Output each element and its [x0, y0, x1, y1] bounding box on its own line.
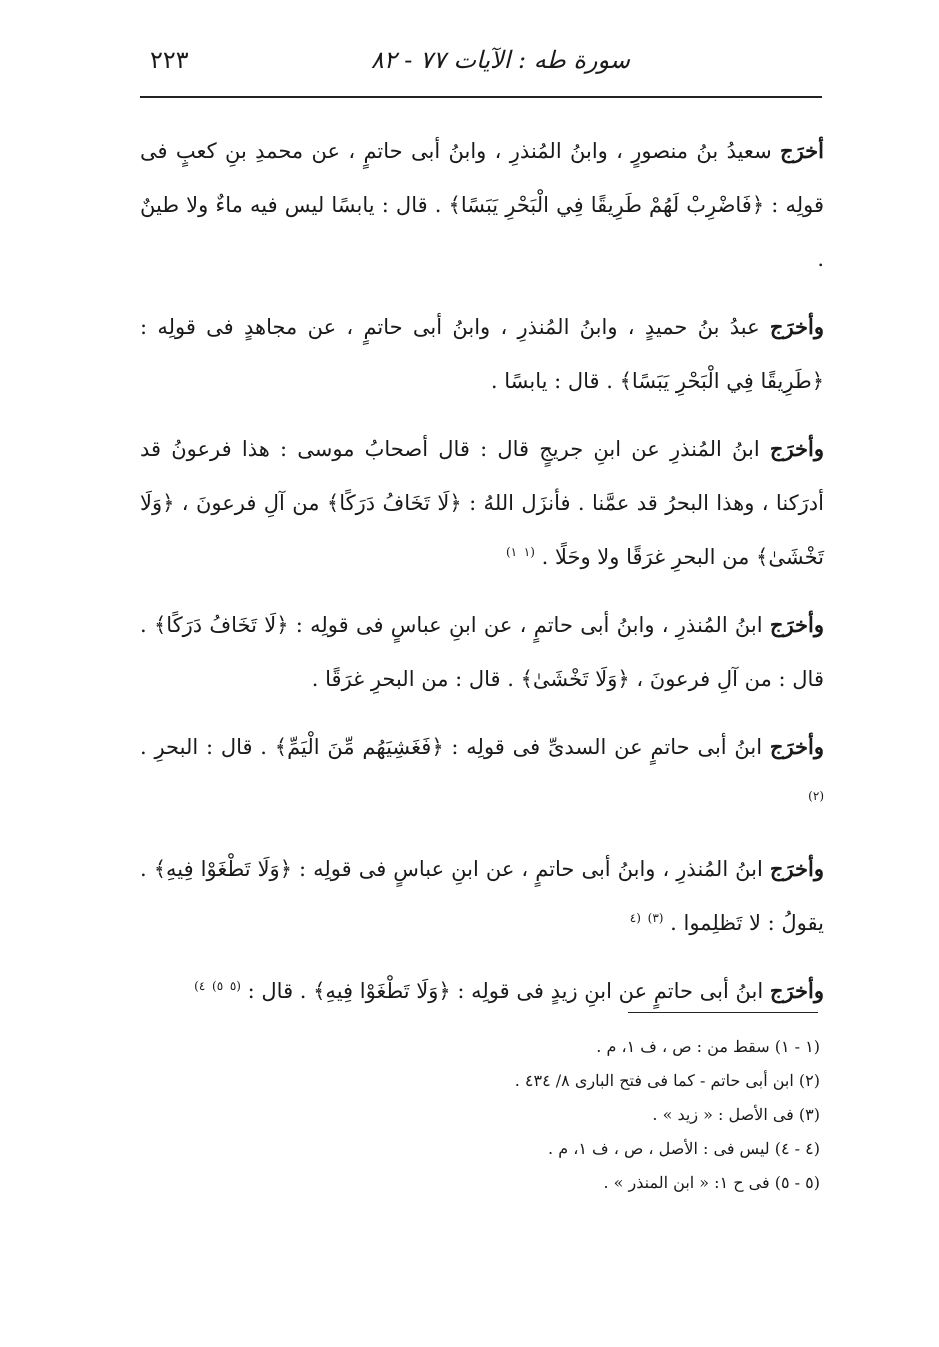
paragraph-lead: وأخرَج	[769, 612, 824, 637]
footnote-marker: (٥	[229, 979, 241, 993]
paragraph	[140, 300, 824, 408]
paragraph	[140, 720, 824, 828]
paragraph-text: سعيدُ بنُ منصورٍ ، وابنُ المُنذرِ ، وابنُ أبى حاتمٍ ، عن محمدِ بنِ كعبٍ فى قولِه : ﴿فَاضْرِبْ لَهُمْ طَرِيقًا فِي الْبَحْرِ يَبَسًا﴾ . قال : يابسًا ليس فيه ماءٌ ولا طينٌ .	[140, 139, 824, 271]
paragraph	[140, 598, 824, 706]
footnote-marker: ٤)	[194, 979, 206, 993]
footnotes	[380, 1030, 820, 1200]
paragraph-lead: أخرَج	[780, 138, 824, 163]
header-rule	[140, 96, 822, 98]
paragraph-text: ابنُ أبى حاتمٍ عن ابنِ زيدٍ فى قولِه : ﴿وَلَا تَطْغَوْا فِيهِ﴾ . قال :	[247, 979, 764, 1003]
paragraph-text: ابنُ المُنذرِ ، وابنُ أبى حاتمٍ ، عن ابنِ عباسٍ فى قولِه : ﴿لَا تَخَافُ دَرَكًا﴾ . قال : من آلِ فرعونَ ، ﴿وَلَا تَخْشَىٰ﴾ . قال : من البحرِ غرَقًا .	[140, 613, 824, 691]
footnote: (٤ - ٤) ليس فى : الأصل ، ص ، ف ١، م .	[548, 1139, 820, 1158]
footnote-marker: (١	[523, 545, 535, 559]
paragraph-lead: وأخرَج	[769, 436, 825, 461]
running-title: سورة طه : الآيات ٧٧ - ٨٢	[370, 46, 630, 74]
paragraph-lead: وأخرَج	[769, 734, 824, 759]
footnote-marker: ٥)	[212, 979, 224, 993]
paragraph-lead: وأخرَج	[769, 978, 824, 1003]
paragraph-text: ابنُ المُنذرِ ، وابنُ أبى حاتمٍ ، عن ابنِ عباسٍ فى قولِه : ﴿وَلَا تَطْغَوْا فِيهِ﴾ . يقولُ : لا تَظلِموا .	[140, 857, 824, 935]
footnote: (٥ - ٥) فى ح ١: « ابن المنذر » .	[603, 1173, 820, 1192]
footnote: (٣) فى الأصل : « زيد » .	[652, 1105, 820, 1124]
footnote-marker: (٢)	[808, 789, 824, 803]
footnotes-rule	[628, 1012, 818, 1013]
footnote: (١ - ١) سقط من : ص ، ف ١، م .	[596, 1037, 820, 1056]
footnote-marker: ١)	[505, 545, 518, 559]
paragraph	[140, 842, 824, 950]
main-text	[140, 124, 824, 1032]
page-number: ٢٢٣	[150, 46, 189, 74]
paragraph-text: عبدُ بنُ حميدٍ ، وابنُ المُنذرِ ، وابنُ أبى حاتمٍ ، عن مجاهدٍ فى قولِه : ﴿طَرِيقًا فِي الْبَحْرِ يَبَسًا﴾ . قال : يابسًا .	[140, 315, 824, 393]
page-header	[140, 44, 820, 96]
paragraph-text: ابنُ أبى حاتمٍ عن السدىِّ فى قولِه : ﴿فَغَشِيَهُم مِّنَ الْيَمِّ﴾ . قال : البحرِ .	[140, 735, 763, 759]
paragraph	[140, 422, 824, 584]
paragraph	[140, 964, 824, 1018]
paragraph	[140, 124, 824, 286]
footnote-marker: (٤	[629, 911, 641, 925]
paragraph-lead: وأخرَج	[769, 314, 824, 339]
paragraph-text: ابنُ المُنذرِ عن ابنِ جريجٍ قال : قال أصحابُ موسى : هذا فرعونُ قد أدرَكنا ، وهذا البحرُ قد عمَّنا . فأنزَل اللهُ : ﴿لَا تَخَافُ دَرَكًا﴾ من آلِ فرعونَ ، ﴿وَلَا تَخْشَىٰ﴾ من البحرِ غرَقًا ولا وحَلًا .	[140, 437, 824, 569]
paragraph-lead: وأخرَج	[769, 856, 824, 881]
footnote: (٢) ابن أبى حاتم - كما فى فتح البارى ٨/ ٤٣٤ .	[514, 1071, 820, 1090]
footnote-marker: (٣)	[647, 911, 664, 925]
